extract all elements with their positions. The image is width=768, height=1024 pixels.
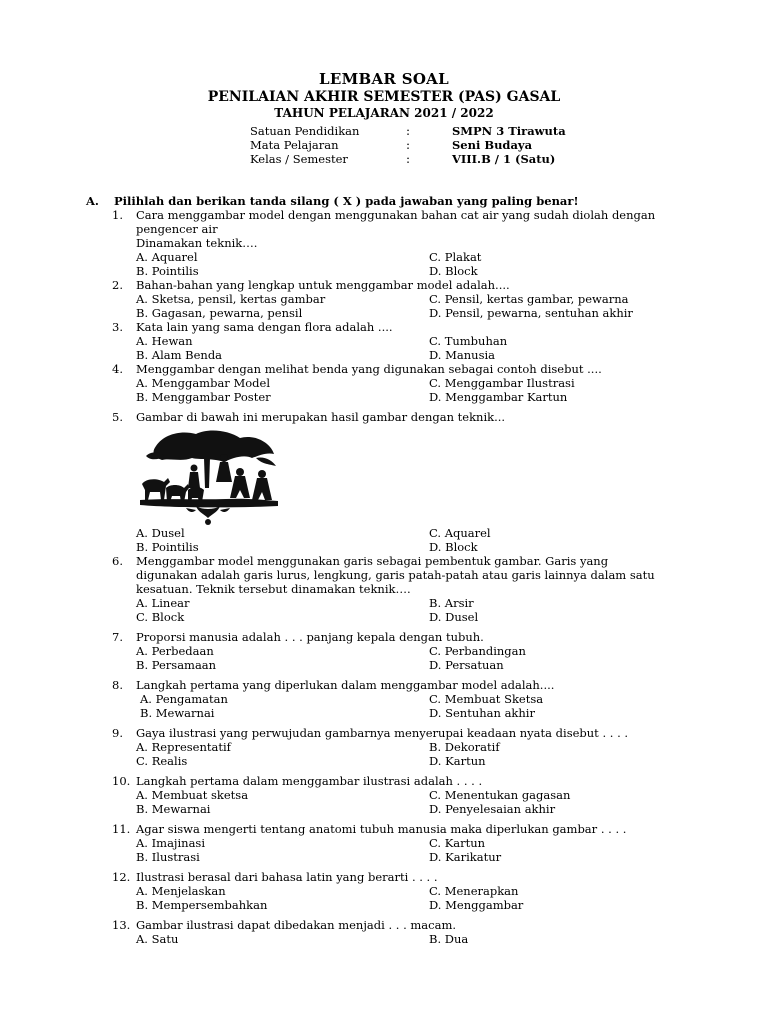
- info-colon: :: [406, 124, 411, 138]
- question-text: [136, 554, 676, 596]
- answer-option: C. Block: [136, 610, 185, 624]
- info-label: Kelas / Semester: [250, 152, 348, 166]
- question-text: [136, 822, 676, 836]
- answer-option: D. Sentuhan akhir: [429, 706, 535, 720]
- question-line: Agar siswa mengerti tentang anatomi tubuh manusia maka diperlukan gambar . . . .: [136, 822, 627, 836]
- answer-option: A. Sketsa, pensil, kertas gambar: [136, 292, 326, 306]
- info-label: Satuan Pendidikan: [250, 124, 360, 138]
- question-number: 9.: [112, 726, 123, 740]
- answer-option: D. Kartun: [429, 754, 486, 768]
- question-line: Langkah pertama yang diperlukan dalam menggambar model adalah....: [136, 678, 555, 692]
- academic-year: TAHUN PELAJARAN 2021 / 2022: [274, 106, 494, 120]
- answer-option: B. Mewarnai: [140, 706, 215, 720]
- question-line: Cara menggambar model dengan menggunakan bahan cat air yang sudah diolah dengan: [136, 208, 656, 222]
- question-number: 1.: [112, 208, 123, 222]
- answer-option: A. Satu: [136, 932, 179, 946]
- answer-option: A. Dusel: [136, 526, 185, 540]
- answer-option: C. Plakat: [429, 250, 482, 264]
- answer-option: D. Karikatur: [429, 850, 502, 864]
- answer-option: A. Menjelaskan: [136, 884, 226, 898]
- answer-option: C. Kartun: [429, 836, 486, 850]
- answer-option: B. Dekoratif: [429, 740, 500, 754]
- answer-option: C. Perbandingan: [429, 644, 526, 658]
- question-line: Langkah pertama dalam menggambar ilustrasi adalah . . . .: [136, 774, 483, 788]
- question-line: Menggambar model menggunakan garis sebagai pembentuk gambar. Garis yang: [136, 554, 609, 568]
- answer-option: C. Menentukan gagasan: [429, 788, 571, 802]
- question-line: Gaya ilustrasi yang perwujudan gambarnya menyerupai keadaan nyata disebut . . . .: [136, 726, 629, 740]
- answer-option: D. Manusia: [429, 348, 496, 362]
- answer-option: D. Penyelesaian akhir: [429, 802, 556, 816]
- question-line: Menggambar dengan melihat benda yang digunakan sebagai contoh disebut ....: [136, 362, 602, 376]
- answer-option: B. Gagasan, pewarna, pensil: [136, 306, 303, 320]
- answer-option: A. Aquarel: [136, 250, 198, 264]
- question-number: 10.: [112, 774, 131, 788]
- answer-option: B. Dua: [429, 932, 469, 946]
- info-colon: :: [406, 138, 411, 152]
- info-label: Mata Pelajaran: [250, 138, 339, 152]
- answer-option: B. Mewarnai: [136, 802, 211, 816]
- answer-option: C. Aquarel: [429, 526, 491, 540]
- info-value: SMPN 3 Tirawuta: [452, 124, 566, 138]
- answer-option: A. Pengamatan: [140, 692, 228, 706]
- info-value: Seni Budaya: [452, 138, 533, 152]
- question-number: 4.: [112, 362, 123, 376]
- question-line: Bahan-bahan yang lengkap untuk menggambar model adalah....: [136, 278, 510, 292]
- answer-option: B. Arsir: [429, 596, 474, 610]
- answer-option: B. Persamaan: [136, 658, 217, 672]
- answer-option: C. Tumbuhan: [429, 334, 508, 348]
- answer-option: B. Menggambar Poster: [136, 390, 271, 404]
- question-text: [136, 362, 676, 376]
- answer-option: C. Membuat Sketsa: [429, 692, 544, 706]
- question-text: [136, 726, 676, 740]
- document-subtitle: PENILAIAN AKHIR SEMESTER (PAS) GASAL: [207, 89, 561, 105]
- section-letter: A.: [86, 194, 99, 208]
- answer-option: A. Perbedaan: [136, 644, 214, 658]
- question-line: Dinamakan teknik….: [136, 236, 258, 250]
- answer-option: D. Block: [429, 540, 478, 554]
- question-text: [136, 208, 676, 250]
- question-line: Proporsi manusia adalah . . . panjang kepala dengan tubuh.: [136, 630, 484, 644]
- answer-option: D. Menggambar Kartun: [429, 390, 568, 404]
- question-text: [136, 630, 676, 644]
- question-text: [136, 278, 676, 292]
- silhouette-illustration: [136, 428, 281, 526]
- question-text: [136, 410, 676, 424]
- question-number: 11.: [112, 822, 131, 836]
- question-line: pengencer air: [136, 222, 218, 236]
- document-title: LEMBAR SOAL: [319, 70, 449, 88]
- answer-option: C. Realis: [136, 754, 188, 768]
- question-number: 3.: [112, 320, 123, 334]
- answer-option: A. Membuat sketsa: [136, 788, 249, 802]
- info-colon: :: [406, 152, 411, 166]
- answer-option: C. Pensil, kertas gambar, pewarna: [429, 292, 629, 306]
- question-line: digunakan adalah garis lurus, lengkung, garis patah-patah atau garis lainnya dalam satu: [136, 568, 655, 582]
- question-text: [136, 678, 676, 692]
- answer-option: B. Alam Benda: [136, 348, 223, 362]
- question-number: 2.: [112, 278, 123, 292]
- question-number: 8.: [112, 678, 123, 692]
- answer-option: A. Hewan: [136, 334, 193, 348]
- question-text: [136, 870, 676, 884]
- question-line: Gambar di bawah ini merupakan hasil gambar dengan teknik...: [136, 410, 506, 424]
- question-text: [136, 774, 676, 788]
- answer-option: B. Pointilis: [136, 264, 199, 278]
- question-line: Kata lain yang sama dengan flora adalah ....: [136, 320, 393, 334]
- info-value: VIII.B / 1 (Satu): [452, 152, 556, 166]
- answer-option: A. Menggambar Model: [136, 376, 271, 390]
- question-number: 5.: [112, 410, 123, 424]
- answer-option: A. Representatif: [136, 740, 231, 754]
- answer-option: D. Block: [429, 264, 478, 278]
- question-line: kesatuan. Teknik tersebut dinamakan teknik….: [136, 582, 411, 596]
- answer-option: B. Ilustrasi: [136, 850, 200, 864]
- question-number: 13.: [112, 918, 131, 932]
- answer-option: A. Linear: [136, 596, 190, 610]
- question-number: 12.: [112, 870, 131, 884]
- question-text: [136, 918, 676, 932]
- answer-option: B. Pointilis: [136, 540, 199, 554]
- answer-option: C. Menggambar Ilustrasi: [429, 376, 575, 390]
- section-instruction: Pilihlah dan berikan tanda silang ( X ) pada jawaban yang paling benar!: [114, 194, 579, 208]
- question-number: 6.: [112, 554, 123, 568]
- answer-option: D. Menggambar: [429, 898, 524, 912]
- answer-option: A. Imajinasi: [136, 836, 206, 850]
- answer-option: B. Mempersembahkan: [136, 898, 268, 912]
- question-text: [136, 320, 676, 334]
- question-number: 7.: [112, 630, 123, 644]
- answer-option: D. Dusel: [429, 610, 479, 624]
- question-line: Gambar ilustrasi dapat dibedakan menjadi . . . macam.: [136, 918, 457, 932]
- question-line: Ilustrasi berasal dari bahasa latin yang berarti . . . .: [136, 870, 438, 884]
- answer-option: C. Menerapkan: [429, 884, 519, 898]
- answer-option: D. Pensil, pewarna, sentuhan akhir: [429, 306, 633, 320]
- answer-option: D. Persatuan: [429, 658, 504, 672]
